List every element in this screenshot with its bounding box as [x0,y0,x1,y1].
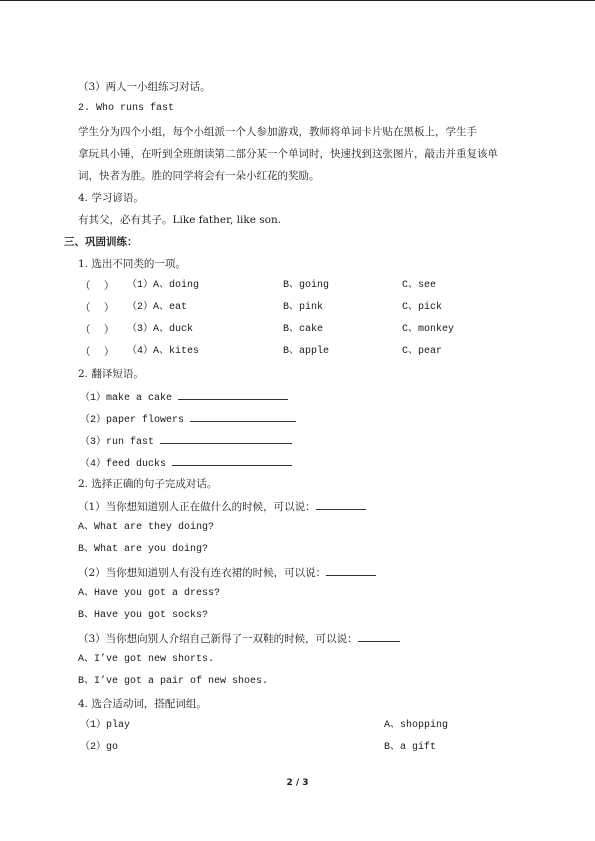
q2-title: 2. 翻译短语。 [78,368,144,380]
game-desc-line-1: 学生分为四个小组，每个小组派一个人参加游戏，教师将单词卡片贴在黑板上，学生手 [78,126,477,138]
activity-item-3: （3）两人一小组练习对话。 [78,81,211,93]
phrase-item: （2）paper flowers [80,411,296,428]
answer-bracket[interactable]: （ ） [80,324,115,336]
object-item: B、a gift [384,742,437,753]
q3-title: 2. 选择正确的句子完成对话。 [78,478,218,490]
answer-bracket[interactable]: （ ） [80,346,115,358]
verb-item: （2）go [80,742,119,753]
answer-bracket[interactable]: （ ） [80,302,115,314]
option-c: C、see [402,280,437,291]
phrase-item: （3）run fast [80,433,292,450]
q3-prompt-1: （1）当你想知道别人正在做什么的时候，可以说： [78,499,366,514]
option-b: B、pink [283,302,324,313]
q3-option: A、Have you got a dress? [78,588,221,599]
game-desc-line-2: 拿玩具小锤，在听到全班朗读第二部分某一个单词时，快速找到这张图片，敲击并重复该单 [78,148,498,160]
q3-option: B、Have you got socks? [78,610,209,621]
option-c: C、pear [402,346,443,357]
answer-blank[interactable] [172,455,292,466]
phrase-item: （1）make a cake [80,389,288,406]
page-number: 2 / 3 [286,778,309,788]
game-desc-line-3: 词，快者为胜。胜的同学将会有一朵小红花的奖励。 [78,170,320,182]
q4-title: 4. 选合适动词，搭配词组。 [78,698,207,710]
option-b: B、apple [283,346,330,357]
option-b: B、going [283,280,330,291]
answer-blank[interactable] [326,565,376,576]
verb-item: （1）play [80,720,131,731]
phrase-item: （4）feed ducks [80,455,292,472]
q3-option: B、What are you doing? [78,544,209,555]
proverb-title: 4. 学习谚语。 [78,192,144,204]
section-heading: 三、巩固训练： [64,236,138,248]
answer-bracket[interactable]: （ ） [80,280,115,292]
answer-blank[interactable] [178,389,288,400]
option-c: C、monkey [402,324,455,335]
proverb-text: 有其父，必有其子。Like father, like son. [78,214,282,226]
object-item: A、shopping [384,720,449,731]
top-rule [0,0,595,1]
q3-prompt-3: （3）当你想向别人介绍自己新得了一双鞋的时候，可以说： [78,631,400,646]
option-a: （2）A、eat [127,302,188,313]
q3-prompt-2: （2）当你想知道别人有没有连衣裙的时候，可以说： [78,565,376,580]
game-title: 2. Who runs fast [78,103,175,114]
answer-blank[interactable] [358,631,400,642]
option-a: （3）A、duck [127,324,194,335]
q1-title: 1. 选出不同类的一项。 [78,258,186,270]
answer-blank[interactable] [190,411,296,422]
q3-option: A、I’ve got new shorts. [78,654,215,665]
q3-option: A、What are they doing? [78,522,215,533]
option-c: C、pick [402,302,443,313]
q3-option: B、I’ve got a pair of new shoes. [78,676,269,687]
answer-blank[interactable] [160,433,292,444]
option-b: B、cake [283,324,324,335]
answer-blank[interactable] [316,499,366,510]
option-a: （1）A、doing [127,280,200,291]
option-a: （4）A、kites [127,346,200,357]
